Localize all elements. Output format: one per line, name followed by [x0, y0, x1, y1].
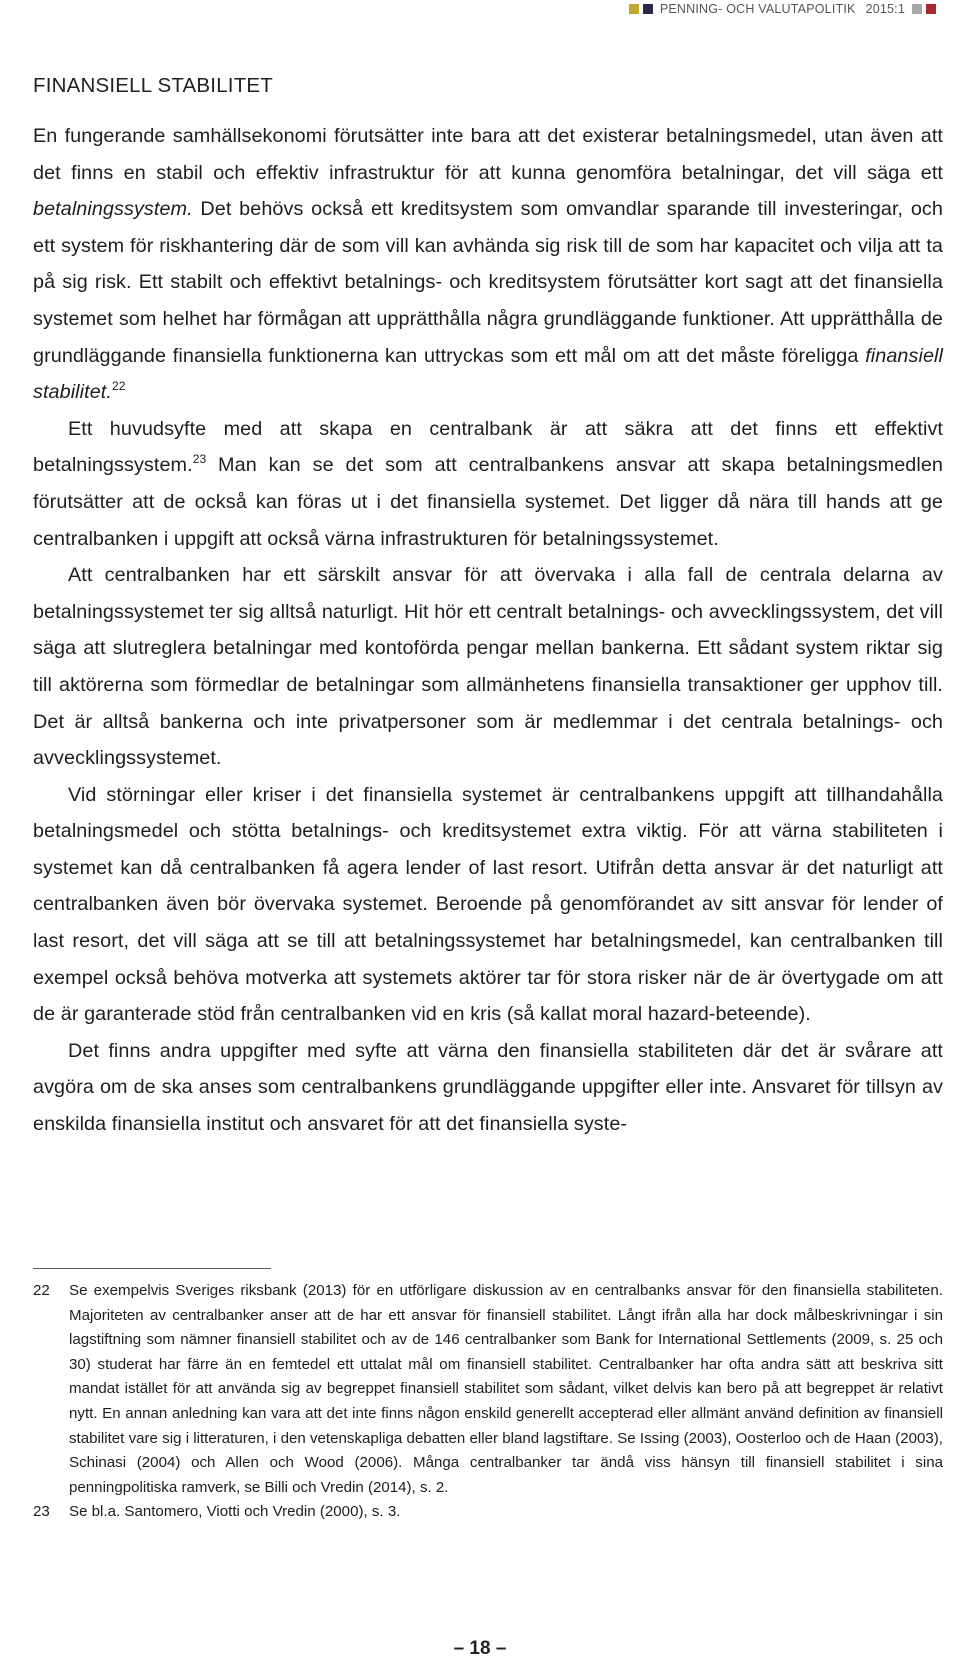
footnote-text: Se exempelvis Sveriges riksbank (2013) för en utförligare diskussion av en centralbanks ansvar för den finansiella stabiliteten. Majoriteten av centralbanker anser att de har ett ansvar för finansiell stabilitet. Långt ifrån alla har dock målbeskrivningar i sin lagstiftning som nämner finansiell stabilitet och av de 146 centralbanker som Bank for International Settlements (2009, s. 25 och 30) studerat har färre än en femtedel ett uttalat mål om finansiell stabilitet. Centralbanker har ofta andra sätt att beskriva sitt mandat istället för att använda sig av begreppet finansiell stabilitet som sådant, vilket delvis kan bero på att begreppet är relativt nytt. En annan anledning kan vara att det inte finns någon enskild generellt accepterad eller allmänt använd definition av finansiell stabilitet vare sig i litteraturen, i den vetenskapliga debatten eller bland lagstiftare. Se Issing (2003), Oosterloo och de Haan (2003), Schinasi (2004) och Allen och Wood (2006). Många centralbanker tar ändå viss hänsyn till finansiell stabilitet i sina penningpolitiska ramverk, se Billi och Vredin (2014), s. 2. [69, 1282, 943, 1496]
footnotes [33, 1279, 943, 1525]
footnote-23 [33, 1500, 943, 1525]
red-square-icon [926, 4, 936, 14]
body-text [33, 118, 943, 1143]
section-heading: FINANSIELL STABILITET [33, 74, 274, 97]
paragraph-4: Vid störningar eller kriser i det finansiella systemet är centralbankens uppgift att tillhandahålla betalningsmedel och stötta betalnings- och kreditsystemet extra viktig. För att värna stabiliteten i systemet kan då centralbanken få agera lender of last resort. Utifrån detta ansvar är det naturligt att centralbanken även bör övervaka systemet. Beroende på genomförandet av sitt ansvar för lender of last resort, det vill säga att se till att betalningssystemet har betalningsmedel, kan centralbanken till exempel också behöva motverka att systemets aktörer tar för stora risker när de är övertygade om att de är garanterade stöd från centralbanken vid en kris (så kallat moral hazard-beteende). [33, 783, 943, 1026]
footnote-number: 23 [33, 1503, 50, 1521]
italic-term: finansiell stabilitet. [33, 344, 943, 404]
issue-number: 2015:1 [865, 2, 905, 16]
paragraph-3: Att centralbanken har ett särskilt ansvar för att övervaka i alla fall de centrala delarna av betalningssystemet ter sig alltså naturligt. Hit hör ett centralt betalnings- och avvecklingssystem, det vill säga att slutreglera betalningar med kontoförda pengar mellan bankerna. Ett sådant system riktar sig till aktörerna som förmedlar de betalningar som allmänhetens finansiella transaktioner ger upphov till. Det är alltså bankerna och inte privatpersoner som är medlemmar i det centrala betalnings- och avvecklingssystemet. [33, 564, 943, 770]
footnote-ref-22[interactable]: 22 [111, 379, 126, 394]
footnote-number: 22 [33, 1282, 50, 1299]
page-number: – 18 – [453, 1638, 507, 1659]
footnote-ref-23[interactable]: 23 [192, 452, 207, 467]
paragraph-1: En fungerande samhällsekonomi förutsätter inte bara att det existerar betalningsmedel, utan även att det finns en stabil och effektiv infrastruktur för att kunna genomföra betalningar, det vill säga ett betalningssystem. Det behövs också ett kreditsystem som omvandlar sparande till investeringar, och ett system för riskhantering där de som vill kan avhända sig risk till de som har kapacitet och vilja att ta på sig risk. Ett stabilt och effektivt betalnings- och kreditsystem förutsätter kort sagt att det finansiella systemet som helhet har förmågan att upprätthålla några grundläggande funktioner. Att upprätthålla de grundläggande finansiella funktionerna kan uttryckas som ett mål om att det måste föreligga finansiell stabilitet.$^{22}$ [33, 125, 943, 404]
footnote-22 [33, 1279, 943, 1500]
paragraph-5: Det finns andra uppgifter med syfte att värna den finansiella stabiliteten där det är svårare att avgöra om de ska anses som centralbankens grundläggande uppgifter eller inte. Ansvaret för tillsyn av enskilda finansiella institut och ansvaret för att det finansiella syste- [33, 1039, 943, 1136]
publication-title: PENNING- OCH VALUTAPOLITIK [659, 2, 856, 16]
italic-term: betalningssystem. [33, 198, 193, 221]
footnote-divider [33, 1268, 271, 1269]
footnote-text: Se bl.a. Santomero, Viotti och Vredin (2000), s. 3. [69, 1503, 401, 1521]
navy-square-icon [643, 4, 653, 14]
olive-square-icon [629, 4, 639, 14]
paragraph-2: Ett huvudsyfte med att skapa en centralbank är att säkra att det finns ett effektivt betalningssystem.$^{23}$ Man kan se det som att centralbankens ansvar att skapa betalningsmedlen förutsätter att de också kan föras ut i det finansiella systemet. Det ligger då nära till hands att ge centralbanken i uppgift att också värna infrastrukturen för betalningssystemet. [33, 417, 943, 550]
running-header [627, 2, 938, 16]
gray-square-icon [912, 4, 922, 14]
